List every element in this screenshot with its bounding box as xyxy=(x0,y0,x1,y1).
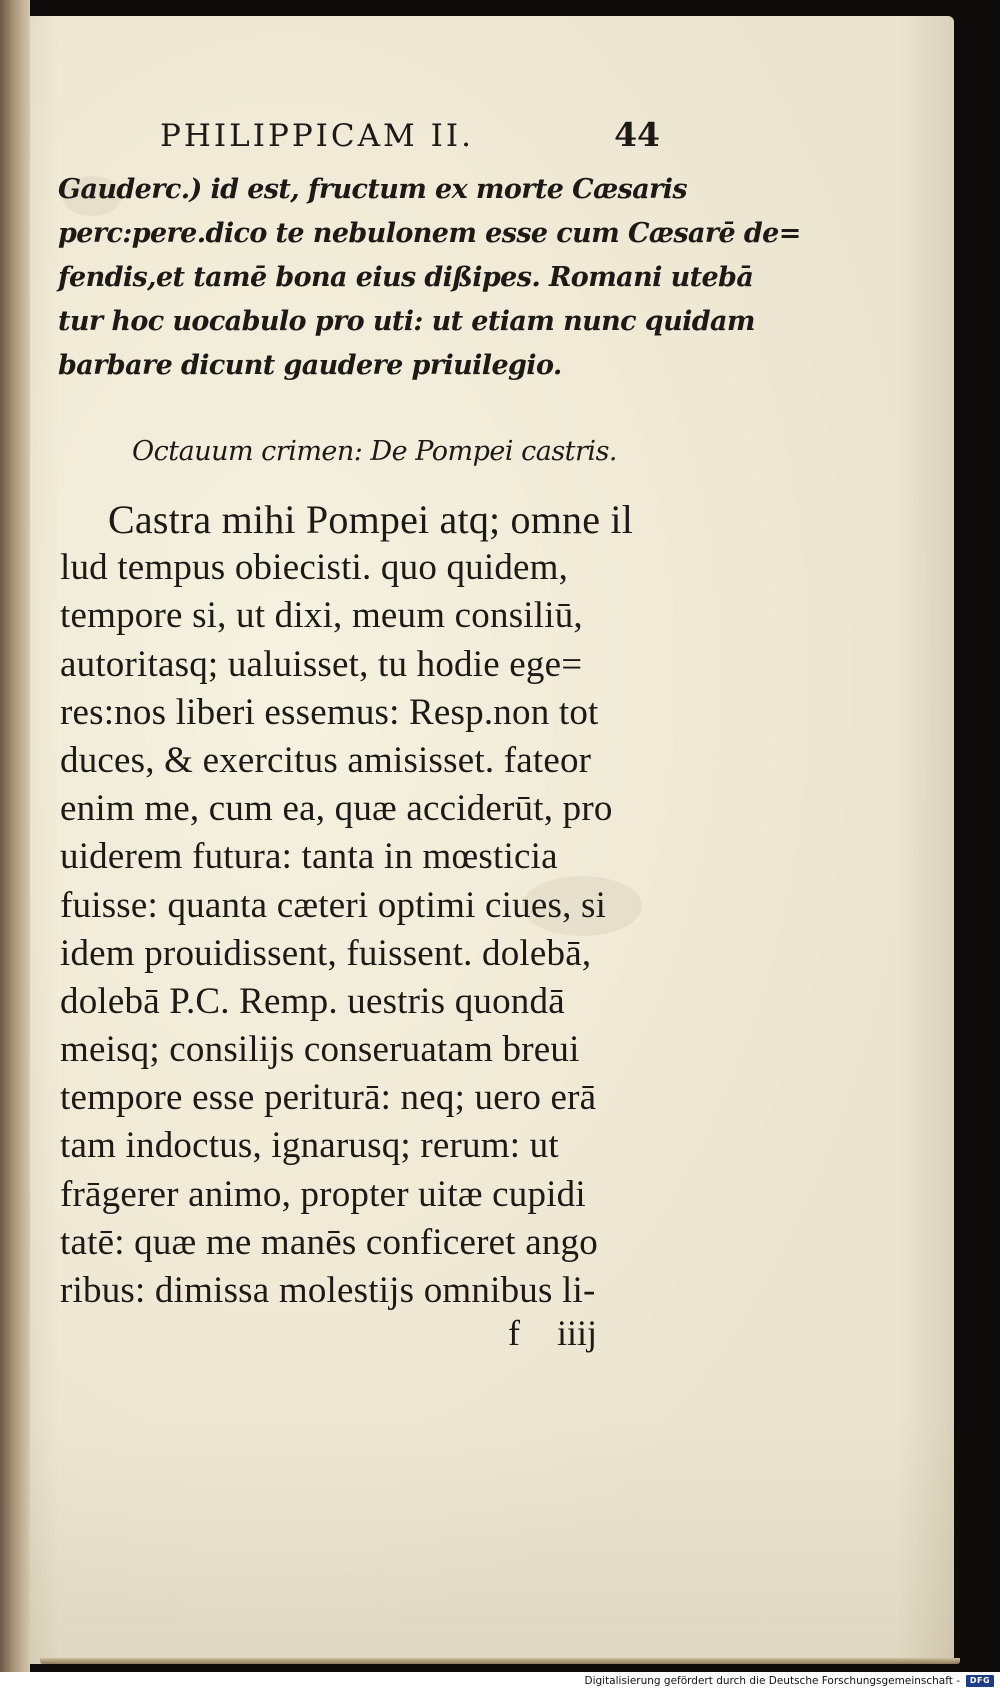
main-text-line: meisq; consilijs conseruatam breui xyxy=(60,1029,580,1071)
main-text-line: fuisse: quanta cæteri optimi ciues, si xyxy=(60,884,607,926)
main-text-line: autoritasq; ualuisset, tu hodie ege= xyxy=(60,643,583,685)
footer-credit: Digitalisierung gefördert durch die Deutsche Forschungsgemeinschaft - xyxy=(584,1675,960,1687)
commentary-line: fendis,et tamē bona eius dißipes. Romani utebā xyxy=(58,262,754,293)
book-binding-edge xyxy=(0,0,30,1672)
page-bottom-edge xyxy=(40,1658,960,1664)
main-text-line: idem prouidissent, fuissent. dolebā, xyxy=(60,932,592,974)
commentary-line: barbare dicunt gaudere priuilegio. xyxy=(58,350,562,381)
signature-mark: f iiij xyxy=(508,1313,597,1353)
main-text-line: res:nos liberi essemus: Resp.non tot xyxy=(60,691,599,733)
commentary-line: tur hoc uocabulo pro uti: ut etiam nunc quidam xyxy=(58,306,755,337)
main-text-line: uiderem futura: tanta in mœsticia xyxy=(60,836,558,878)
commentary-line: perc:pere.dico te nebulonem esse cum Cæsarē de= xyxy=(58,218,801,249)
main-text-line: ribus: dimissa molestijs omnibus li- xyxy=(60,1270,596,1311)
commentary-line: Gauderc.) id est, fructum ex morte Cæsaris xyxy=(58,174,687,205)
main-text-line: tatē: quæ me manēs conficeret ango xyxy=(60,1221,598,1263)
dfg-logo-icon: DFG xyxy=(966,1675,994,1687)
main-text-line: tam indoctus, ignarusq; rerum: ut xyxy=(60,1125,559,1167)
running-head xyxy=(160,110,680,154)
main-text-line: tempore esse periturā: neq; uero erā xyxy=(60,1077,597,1119)
main-text-line: dolebā P.C. Remp. uestris quondā xyxy=(60,980,565,1022)
main-text-line: lud tempus obiecisti. quo quidem, xyxy=(60,547,569,589)
main-text-line: Castra mihi Pompei atq; omne il xyxy=(108,497,634,542)
page-number: 44 xyxy=(614,115,660,154)
main-text-line: duces, & exercitus amisisset. fateor xyxy=(60,739,592,781)
main-text-line: tempore si, ut dixi, meum consiliū, xyxy=(60,595,583,637)
commentary-block xyxy=(58,168,801,388)
main-text-block xyxy=(60,496,720,1315)
running-title: PHILIPPICAM II. xyxy=(160,118,474,154)
section-heading: Octauum crimen: De Pompei castris. xyxy=(132,436,618,467)
main-text-line: enim me, cum ea, quæ acciderūt, pro xyxy=(60,788,613,830)
main-text-line: frāgerer animo, propter uitæ cupidi xyxy=(60,1173,586,1215)
